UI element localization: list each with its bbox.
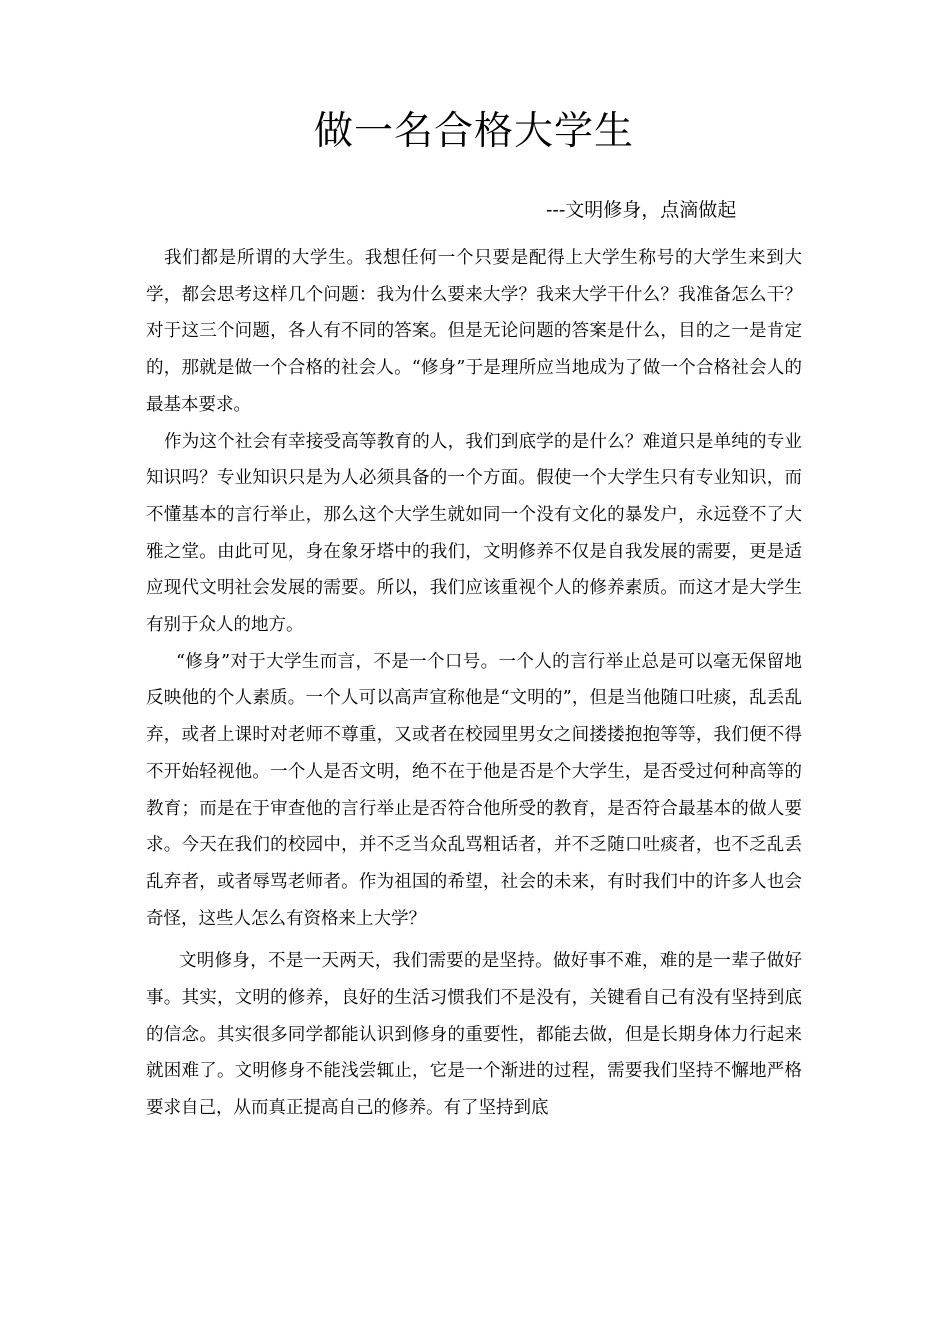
document-title: 做一名合格大学生: [313, 109, 634, 154]
paragraph-2: 作为这个社会有幸接受高等教育的人，我们到底学的是什么？难道只是单纯的专业知识吗？专业知识只是为人必须具备的一个方面。假使一个大学生只有专业知识，而不懂基本的言行举止，那么这个大学生就如同一个没有文化的暴发户，永远登不了大雅之堂。由此可见，身在象牙塔中的我们，文明修养不仅是自我发展的需要，更是适应现代文明社会发展的需要。所以，我们应该重视个人的修养素质。而这才是大学生有别于众人的地方。: [146, 431, 802, 636]
document-body: [146, 240, 802, 1127]
document-subtitle: ---文明修身，点滴做起: [546, 199, 737, 221]
paragraph-1: 我们都是所谓的大学生。我想任何一个只要是配得上大学生称号的大学生来到大学，都会思考这样几个问题：我为什么要来大学？我来大学干什么？我准备怎么干？对于这三个问题，各人有不同的答案。但是无论问题的答案是什么，目的之一是肯定的，那就是做一个合格的社会人。“修身”于是理所应当地成为了做一个合格社会人的最基本要求。: [146, 248, 802, 415]
paragraph-4: 文明修身，不是一天两天，我们需要的是坚持。做好事不难，难的是一辈子做好事。其实，文明的修养，良好的生活习惯我们不是没有，关键看自己有没有坚持到底的信念。其实很多同学都能认识到修身的重要性，都能去做，但是长期身体力行起来就困难了。文明修身不能浅尝辄止，它是一个渐进的过程，需要我们坚持不懈地严格要求自己，从而真正提高自己的修养。有了坚持到底: [146, 951, 802, 1119]
paragraph-3: “修身”对于大学生而言，不是一个口号。一个人的言行举止总是可以毫无保留地反映他的个人素质。一个人可以高声宣称他是“文明的”，但是当他随口吐痰，乱丢乱弃，或者上课时对老师不尊重，又或者在校园里男女之间搂搂抱抱等等，我们便不得不开始轻视他。一个人是否文明，绝不在于他是否是个大学生，是否受过何种高等的教育；而是在于审查他的言行举止是否符合他所受的教育，是否符合最基本的做人要求。今天在我们的校园中，并不乏当众乱骂粗话者，并不乏随口吐痰者，也不乏乱丢乱弃者，或者辱骂老师者。作为祖国的希望，社会的未来，有时我们中的许多人也会奇怪，这些人怎么有资格来上大学？: [146, 651, 802, 929]
